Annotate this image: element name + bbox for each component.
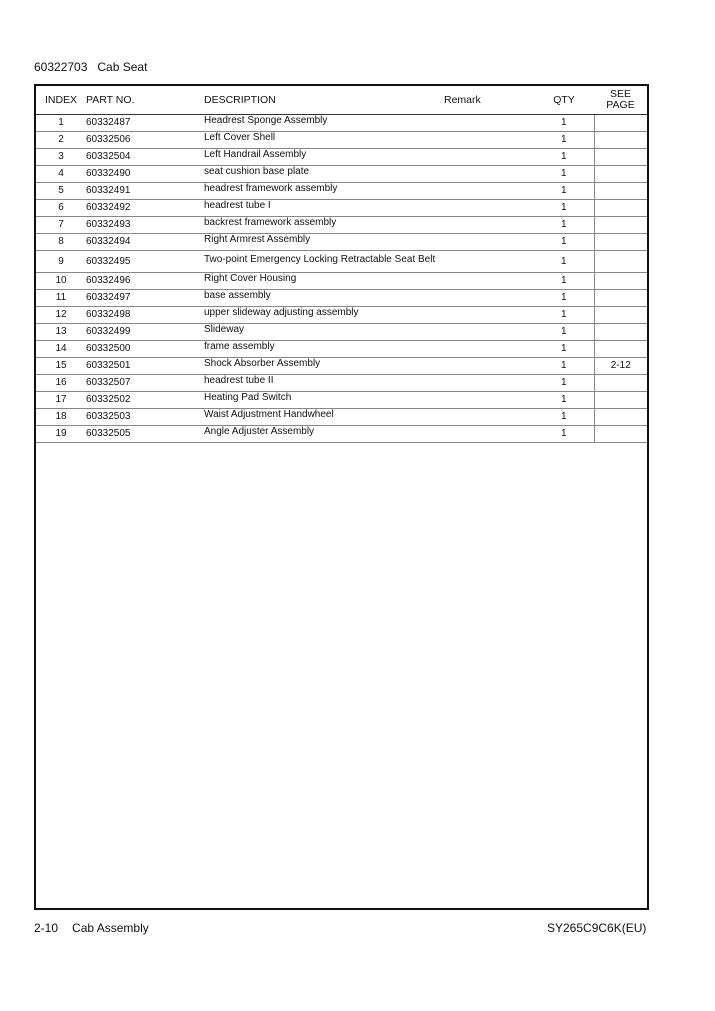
row-remark (444, 307, 534, 324)
row-description-text: Heating Pad Switch (204, 392, 292, 403)
row-qty: 1 (534, 234, 594, 251)
row-description-text: Headrest Sponge Assembly (204, 115, 328, 126)
row-qty: 1 (534, 166, 594, 183)
column-header-part-no: PART NO. (86, 86, 204, 115)
table-row (36, 166, 647, 183)
row-description (204, 375, 444, 392)
row-see-page (594, 392, 647, 409)
row-description-text: Shock Absorber Assembly (204, 358, 321, 369)
row-description-text: Right Cover Housing (204, 273, 297, 284)
row-description-text: Two-point Emergency Locking Retractable Seat Belt (204, 253, 436, 265)
row-index: 5 (36, 183, 86, 200)
table-row (36, 392, 647, 409)
table-row (36, 183, 647, 200)
row-see-page (594, 273, 647, 290)
row-description-text: frame assembly (204, 341, 275, 352)
row-description (204, 234, 444, 251)
row-description-text: Slideway (204, 324, 245, 335)
row-part-no: 60332503 (86, 409, 204, 426)
parts-table (36, 86, 647, 443)
section-name: Cab Assembly (72, 921, 149, 935)
table-row (36, 115, 647, 132)
row-remark (444, 217, 534, 234)
column-header-index: INDEX (36, 86, 86, 115)
row-description-text: Left Cover Shell (204, 132, 276, 143)
table-row (36, 290, 647, 307)
row-description (204, 115, 444, 132)
row-description (204, 341, 444, 358)
row-index: 13 (36, 324, 86, 341)
row-index: 16 (36, 375, 86, 392)
row-qty: 1 (534, 426, 594, 443)
row-qty: 1 (534, 149, 594, 166)
row-remark (444, 358, 534, 375)
table-row (36, 426, 647, 443)
row-part-no: 60332495 (86, 251, 204, 273)
table-row (36, 273, 647, 290)
row-qty: 1 (534, 273, 594, 290)
row-description (204, 307, 444, 324)
row-index: 19 (36, 426, 86, 443)
page-number: 2-10 (34, 921, 59, 935)
row-description (204, 166, 444, 183)
row-description (204, 200, 444, 217)
row-remark (444, 234, 534, 251)
row-remark (444, 200, 534, 217)
row-remark (444, 392, 534, 409)
table-row (36, 307, 647, 324)
row-see-page (594, 149, 647, 166)
row-see-page (594, 341, 647, 358)
row-part-no: 60332500 (86, 341, 204, 358)
row-qty: 1 (534, 341, 594, 358)
row-qty: 1 (534, 132, 594, 149)
row-part-no: 60332491 (86, 183, 204, 200)
column-header-qty: QTY (534, 86, 594, 115)
row-description-text: seat cushion base plate (204, 166, 310, 177)
row-remark (444, 183, 534, 200)
row-qty: 1 (534, 115, 594, 132)
row-see-page (594, 166, 647, 183)
page-header (34, 60, 147, 74)
row-remark (444, 290, 534, 307)
row-see-page (594, 324, 647, 341)
row-index: 4 (36, 166, 86, 183)
row-index: 15 (36, 358, 86, 375)
row-description-text: headrest tube I (204, 200, 271, 211)
row-description (204, 324, 444, 341)
row-see-page (594, 307, 647, 324)
row-qty: 1 (534, 290, 594, 307)
table-row (36, 409, 647, 426)
row-index: 3 (36, 149, 86, 166)
table-row (36, 341, 647, 358)
parts-table-body (36, 115, 647, 443)
row-part-no: 60332493 (86, 217, 204, 234)
row-description-text: Waist Adjustment Handwheel (204, 409, 334, 420)
row-index: 8 (36, 234, 86, 251)
row-see-page (594, 251, 647, 273)
row-part-no: 60332494 (86, 234, 204, 251)
page-footer-left (34, 921, 149, 935)
see-page-line-2: PAGE (606, 99, 635, 111)
column-header-see-page (594, 86, 647, 115)
row-part-no: 60332487 (86, 115, 204, 132)
row-description (204, 183, 444, 200)
row-description (204, 251, 444, 273)
row-qty: 1 (534, 375, 594, 392)
row-description-text: Right Armrest Assembly (204, 234, 311, 245)
row-see-page (594, 132, 647, 149)
table-row (36, 375, 647, 392)
row-see-page (594, 200, 647, 217)
row-index: 1 (36, 115, 86, 132)
row-qty: 1 (534, 392, 594, 409)
row-description (204, 358, 444, 375)
row-remark (444, 149, 534, 166)
table-row (36, 358, 647, 375)
table-row (36, 132, 647, 149)
row-index: 12 (36, 307, 86, 324)
model-code: SY265C9C6K(EU) (547, 921, 647, 935)
table-row (36, 234, 647, 251)
row-description (204, 132, 444, 149)
row-remark (444, 324, 534, 341)
catalog-code: 60322703 (34, 60, 88, 74)
row-part-no: 60332504 (86, 149, 204, 166)
row-see-page: 2-12 (594, 358, 647, 375)
row-index: 17 (36, 392, 86, 409)
row-description (204, 273, 444, 290)
row-remark (444, 273, 534, 290)
row-qty: 1 (534, 324, 594, 341)
row-index: 7 (36, 217, 86, 234)
page-title: Cab Seat (97, 60, 148, 74)
row-description-text: Angle Adjuster Assembly (204, 426, 315, 437)
column-header-remark: Remark (444, 86, 534, 115)
table-header-row (36, 86, 647, 115)
row-part-no: 60332492 (86, 200, 204, 217)
row-remark (444, 132, 534, 149)
row-qty: 1 (534, 217, 594, 234)
row-remark (444, 115, 534, 132)
row-qty: 1 (534, 307, 594, 324)
row-remark (444, 375, 534, 392)
row-see-page (594, 409, 647, 426)
parts-list-frame (34, 84, 649, 910)
column-header-description: DESCRIPTION (204, 86, 444, 115)
row-see-page (594, 217, 647, 234)
row-see-page (594, 234, 647, 251)
row-description (204, 392, 444, 409)
row-part-no: 60332499 (86, 324, 204, 341)
row-description (204, 290, 444, 307)
row-qty: 1 (534, 183, 594, 200)
row-see-page (594, 115, 647, 132)
row-part-no: 60332498 (86, 307, 204, 324)
row-remark (444, 251, 534, 273)
row-see-page (594, 375, 647, 392)
row-part-no: 60332505 (86, 426, 204, 443)
row-see-page (594, 426, 647, 443)
see-page-line-1: SEE (609, 88, 631, 100)
row-part-no: 60332496 (86, 273, 204, 290)
row-description (204, 426, 444, 443)
row-description-text: upper slideway adjusting assembly (204, 307, 359, 318)
row-see-page (594, 290, 647, 307)
table-row (36, 149, 647, 166)
table-row (36, 217, 647, 234)
row-see-page (594, 183, 647, 200)
row-part-no: 60332506 (86, 132, 204, 149)
row-part-no: 60332501 (86, 358, 204, 375)
row-index: 2 (36, 132, 86, 149)
row-part-no: 60332502 (86, 392, 204, 409)
row-index: 9 (36, 251, 86, 273)
row-description-text: backrest framework assembly (204, 217, 337, 228)
row-remark (444, 341, 534, 358)
row-part-no: 60332507 (86, 375, 204, 392)
row-description-text: Left Handrail Assembly (204, 149, 307, 160)
row-remark (444, 166, 534, 183)
table-row (36, 324, 647, 341)
row-qty: 1 (534, 409, 594, 426)
row-description-text: base assembly (204, 290, 271, 301)
row-index: 18 (36, 409, 86, 426)
row-remark (444, 409, 534, 426)
row-index: 6 (36, 200, 86, 217)
row-remark (444, 426, 534, 443)
row-part-no: 60332490 (86, 166, 204, 183)
row-description (204, 217, 444, 234)
row-qty: 1 (534, 358, 594, 375)
row-description (204, 149, 444, 166)
row-part-no: 60332497 (86, 290, 204, 307)
table-row (36, 251, 647, 273)
row-qty: 1 (534, 200, 594, 217)
row-description-text: headrest tube II (204, 375, 274, 386)
row-index: 14 (36, 341, 86, 358)
row-index: 10 (36, 273, 86, 290)
table-row (36, 200, 647, 217)
row-description (204, 409, 444, 426)
row-qty: 1 (534, 251, 594, 273)
row-description-text: headrest framework assembly (204, 183, 338, 194)
row-index: 11 (36, 290, 86, 307)
